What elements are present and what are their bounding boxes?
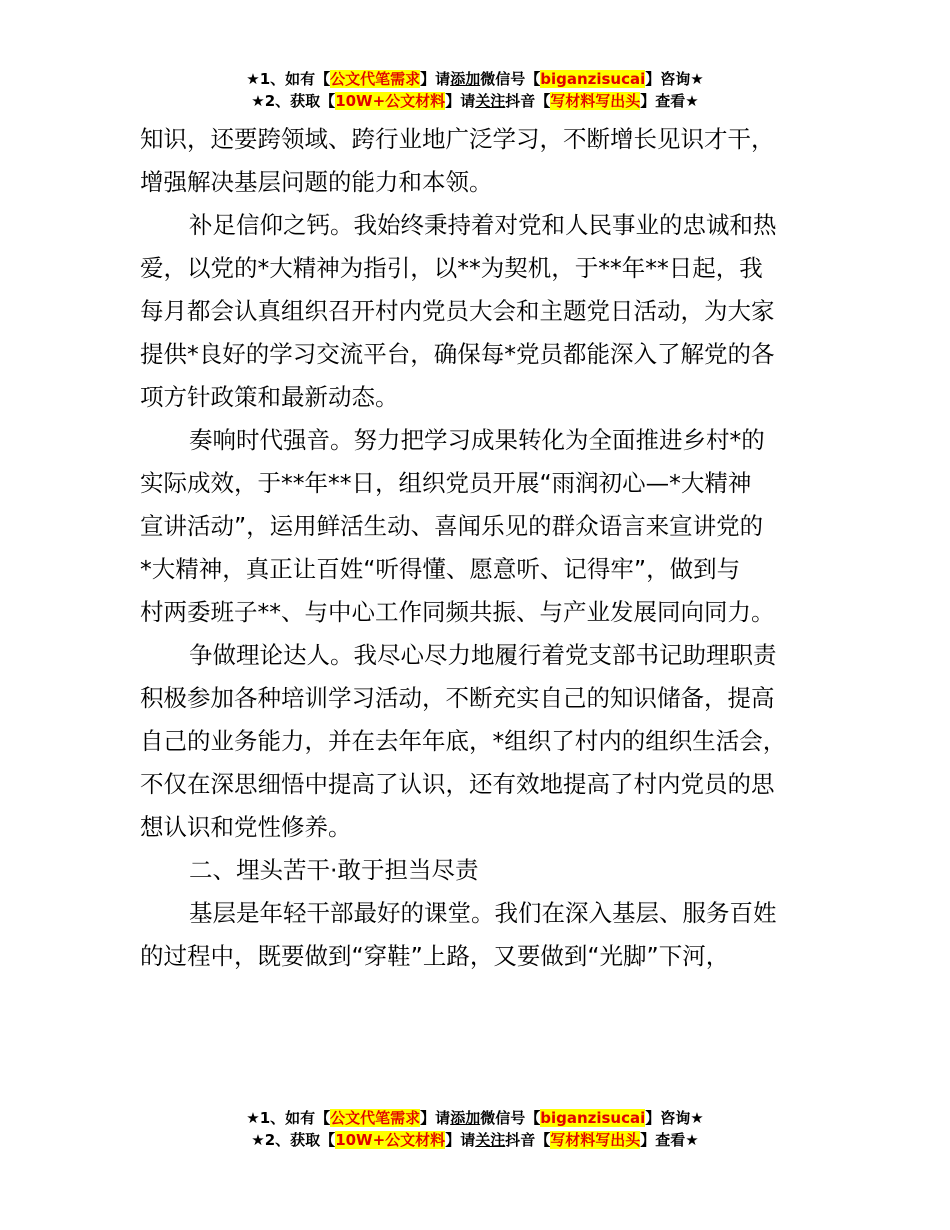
footer-banner-line-2: ★2、获取【10W+公文材料】请关注抖音【写材料写出头】查看★ (251, 1131, 699, 1149)
text-line: 二、埋头苦干·敢于担当尽责 (189, 856, 479, 884)
paragraph (140, 849, 830, 892)
underlined-text: 添加 (450, 70, 481, 88)
underlined-text: 关注 (475, 1131, 506, 1149)
text-line: 实际成效，于**年**日，组织党员开展“雨润初心—*大精神 (140, 469, 752, 497)
document-body (140, 118, 830, 978)
text-line: *大精神，真正让百姓“听得懂、愿意听、记得牢”，做到与 (140, 555, 741, 583)
text-line: 增强解决基层问题的能力和本领。 (140, 168, 493, 196)
paragraph (140, 204, 830, 419)
douyin-account: 写材料写出头 (550, 1131, 641, 1149)
header-banner (0, 68, 950, 112)
paragraph (140, 118, 830, 204)
wechat-id: biganzisucai (540, 1109, 646, 1127)
text-line: 爱，以党的*大精神为指引，以**为契机，于**年**日起，我 (140, 254, 763, 282)
highlight-text: 10W+公文材料 (335, 1131, 446, 1149)
text-line: 不仅在深思细悟中提高了认识，还有效地提高了村内党员的思 (140, 770, 775, 798)
text-line: 宣讲活动”，运用鲜活生动、喜闻乐见的群众语言来宣讲党的 (140, 512, 764, 540)
text-line: 知识，还要跨领域、跨行业地广泛学习，不断增长见识才干， (140, 125, 775, 153)
text-line: 基层是年轻干部最好的课堂。我们在深入基层、服务百姓 (189, 899, 777, 927)
text-line: 每月都会认真组织召开村内党员大会和主题党日活动，为大家 (140, 297, 775, 325)
text-line: 自己的业务能力，并在去年年底，*组织了村内的组织生活会， (140, 727, 787, 755)
text-line: 积极参加各种培训学习活动，不断充实自己的知识储备，提高 (140, 684, 775, 712)
underlined-text: 添加 (450, 1109, 481, 1127)
text-line: 争做理论达人。我尽心尽力地履行着党支部书记助理职责 (189, 641, 777, 669)
text-line: 奏响时代强音。努力把学习成果转化为全面推进乡村*的 (189, 426, 765, 454)
text-line: 想认识和党性修养。 (140, 813, 352, 841)
text-line: 提供*良好的学习交流平台，确保每*党员都能深入了解党的各 (140, 340, 775, 368)
douyin-account: 写材料写出头 (550, 92, 641, 110)
footer-banner-line-1: ★1、如有【公文代笔需求】请添加微信号【biganzisucai】咨询★ (246, 1109, 704, 1127)
highlight-text: 10W+公文材料 (335, 92, 446, 110)
header-banner-line-1: ★1、如有【公文代笔需求】请添加微信号【biganzisucai】咨询★ (246, 70, 704, 88)
text-line: 项方针政策和最新动态。 (140, 383, 399, 411)
paragraph (140, 419, 830, 634)
footer-banner (0, 1107, 950, 1151)
wechat-id: biganzisucai (540, 70, 646, 88)
underlined-text: 关注 (475, 92, 506, 110)
text-line: 村两委班子**、与中心工作同频共振、与产业发展同向同力。 (140, 598, 775, 626)
header-banner-line-2: ★2、获取【10W+公文材料】请关注抖音【写材料写出头】查看★ (251, 92, 699, 110)
highlight-text: 公文代笔需求 (330, 1109, 421, 1127)
text-line: 补足信仰之钙。我始终秉持着对党和人民事业的忠诚和热 (189, 211, 777, 239)
paragraph (140, 634, 830, 849)
text-line: 的过程中，既要做到“穿鞋”上路，又要做到“光脚”下河， (140, 942, 730, 970)
highlight-text: 公文代笔需求 (330, 70, 421, 88)
paragraph (140, 892, 830, 978)
